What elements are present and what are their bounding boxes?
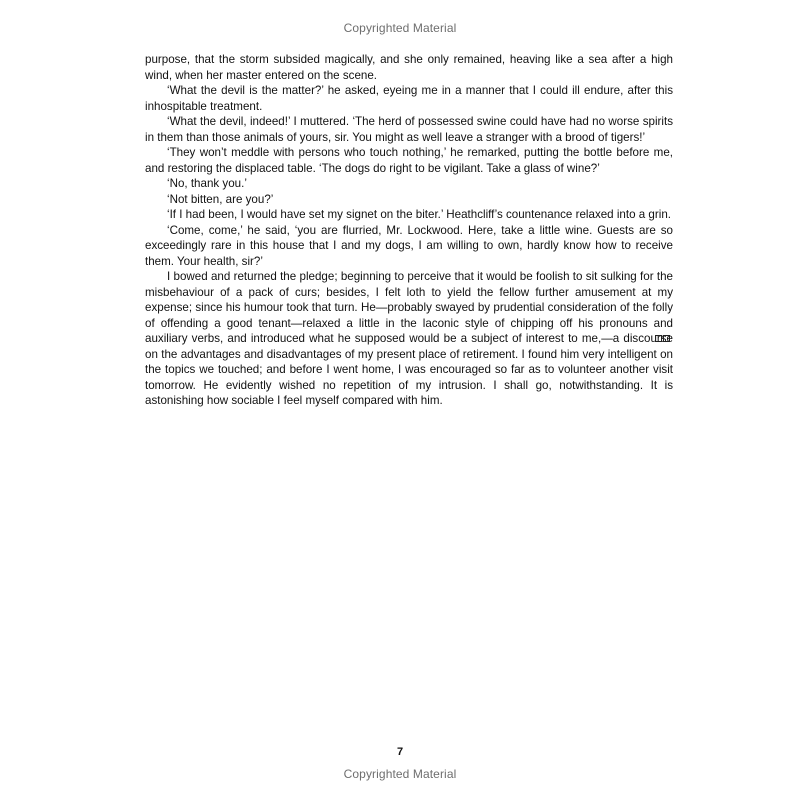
page-number: 7 [396, 746, 404, 758]
section-end-mark [655, 335, 670, 342]
paragraph: purpose, that the storm subsided magically, and she only remained, heaving like a sea after a high wind, when her master entered on the scene. [145, 53, 673, 82]
paragraph: ‘What the devil is the matter?’ he asked, eyeing me in a manner that I could ill endure, after this inhospitable treatment. [145, 84, 673, 113]
paragraph: ‘What the devil, indeed!’ I muttered. ‘The herd of possessed swine could have had no worse spirits in them than those animals of yours, sir. You might as well leave a stranger with a brood of tigers!’ [145, 115, 673, 144]
paragraph: ‘If I had been, I would have set my signet on the biter.’ Heathcliff’s countenance relaxed into a grin. [167, 208, 671, 221]
paragraph: ‘Not bitten, are you?’ [167, 192, 274, 206]
copyright-watermark-bottom: Copyrighted Material [343, 767, 457, 781]
end-square-icon [663, 335, 670, 342]
paragraph: ‘No, thank you.’ [167, 177, 247, 190]
paragraph: ‘They won’t meddle with persons who touch nothing,’ he remarked, putting the bottle before me, and restoring the displaced table. ‘The dogs do right to be vigilant. Take a glass of wine?’ [145, 146, 673, 175]
paragraph: ‘Come, come,’ he said, ‘you are flurried, Mr. Lockwood. Here, take a little wine. Guests are so exceedingly rare in this house that I and my dogs, I am willing to own, hardly know how to receive them. Your health, sir?’ [145, 223, 673, 268]
copyright-watermark-top: Copyrighted Material [343, 21, 457, 35]
paragraph: I bowed and returned the pledge; beginning to perceive that it would be foolish to sit sulking for the misbehaviour of a pack of curs; besides, I felt loth to yield the fellow further amusement at my expense; since his humour took that turn. He—probably swayed by prudential consideration of the folly of offending a good tenant—relaxed a little in the laconic style of chipping off his pronouns and auxiliary verbs, and introduced what he supposed would be a subject of interest to me,—a discourse on the advantages and disadvantages of my present place of retirement. I found him very intelligent on the topics we touched; and before I went home, I was encouraged so far as to volunteer another visit tomorrow. He evidently wished no repetition of my intrusion. I shall go, notwithstanding. It is astonishing how sociable I feel myself compared with him. [145, 270, 673, 407]
page-body-text [145, 52, 673, 409]
end-square-icon [655, 335, 662, 342]
